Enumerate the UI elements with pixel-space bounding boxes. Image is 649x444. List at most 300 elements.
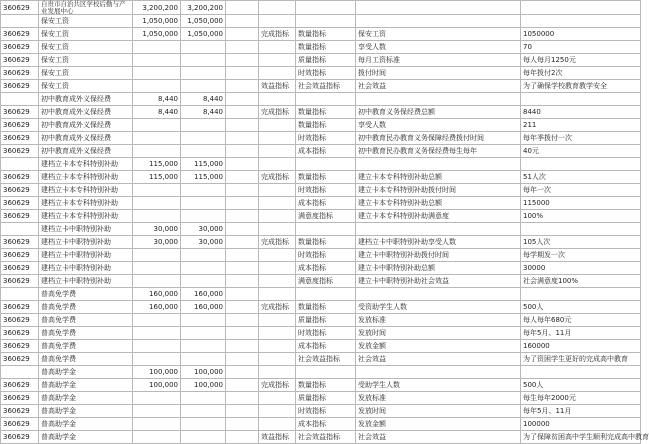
table-cell[interactable] xyxy=(226,41,259,54)
table-cell[interactable] xyxy=(133,275,181,288)
table-cell[interactable]: 享受人数 xyxy=(356,41,521,54)
table-cell[interactable]: 100,000 xyxy=(181,366,226,379)
table-cell[interactable] xyxy=(181,392,226,405)
table-cell[interactable]: 40元 xyxy=(521,145,641,158)
table-cell[interactable] xyxy=(181,340,226,353)
table-cell[interactable]: 保安工资 xyxy=(39,67,133,80)
table-cell[interactable] xyxy=(226,197,259,210)
table-cell[interactable] xyxy=(356,93,521,106)
table-cell[interactable]: 建档立卡中职特别补助 xyxy=(39,236,133,249)
table-cell[interactable]: 完成指标 xyxy=(259,236,296,249)
table-cell[interactable] xyxy=(226,119,259,132)
table-cell[interactable] xyxy=(296,288,356,301)
table-cell[interactable]: 发放金额 xyxy=(356,418,521,431)
table-cell[interactable]: 100,000 xyxy=(133,379,181,392)
table-cell[interactable] xyxy=(226,353,259,366)
table-cell[interactable]: 发放标准 xyxy=(356,392,521,405)
table-cell[interactable]: 普高免学费 xyxy=(39,301,133,314)
table-cell[interactable]: 社会满意度100% xyxy=(521,275,641,288)
table-cell[interactable] xyxy=(133,119,181,132)
table-cell[interactable] xyxy=(133,262,181,275)
table-cell[interactable]: 3,200,200 xyxy=(181,1,226,15)
table-cell[interactable] xyxy=(259,223,296,236)
table-cell[interactable] xyxy=(226,405,259,418)
table-cell[interactable]: 360629 xyxy=(1,418,39,431)
table-cell[interactable]: 8,440 xyxy=(133,93,181,106)
table-cell[interactable]: 1,050,000 xyxy=(181,28,226,41)
table-cell[interactable]: 360629 xyxy=(1,80,39,93)
table-cell[interactable]: 每年5月、11月 xyxy=(521,327,641,340)
table-cell[interactable] xyxy=(521,93,641,106)
table-cell[interactable]: 30,000 xyxy=(181,223,226,236)
table-cell[interactable]: 发放金额 xyxy=(356,340,521,353)
table-cell[interactable] xyxy=(133,145,181,158)
table-cell[interactable]: 完成指标 xyxy=(259,106,296,119)
table-cell[interactable]: 保安工资 xyxy=(39,15,133,28)
table-cell[interactable] xyxy=(296,1,356,15)
table-cell[interactable]: 成本指标 xyxy=(296,418,356,431)
table-cell[interactable]: 为了保障贫困高中学生顺利完成高中教育 xyxy=(521,431,641,444)
table-cell[interactable]: 115,000 xyxy=(181,171,226,184)
table-cell[interactable]: 普高助学金 xyxy=(39,392,133,405)
table-cell[interactable] xyxy=(259,184,296,197)
table-cell[interactable]: 360629 xyxy=(1,262,39,275)
table-cell[interactable]: 每人每月1250元 xyxy=(521,54,641,67)
table-cell[interactable]: 为了资困学生更好的完成高中教育 xyxy=(521,353,641,366)
table-cell[interactable] xyxy=(521,288,641,301)
table-cell[interactable]: 初中教育民办教育义务保经费每生每年 xyxy=(356,145,521,158)
table-cell[interactable]: 时效指标 xyxy=(296,67,356,80)
table-cell[interactable]: 数量指标 xyxy=(296,379,356,392)
table-cell[interactable] xyxy=(226,132,259,145)
table-cell[interactable]: 160,000 xyxy=(133,288,181,301)
table-cell[interactable]: 初中教育成外义保经费 xyxy=(39,93,133,106)
table-cell[interactable]: 360629 xyxy=(1,379,39,392)
table-cell[interactable]: 30,000 xyxy=(181,236,226,249)
table-cell[interactable] xyxy=(226,145,259,158)
table-cell[interactable]: 建立卡中职特别补助总额 xyxy=(356,262,521,275)
table-cell[interactable]: 115,000 xyxy=(181,158,226,171)
table-cell[interactable]: 360629 xyxy=(1,431,39,444)
table-cell[interactable] xyxy=(226,314,259,327)
table-cell[interactable]: 360629 xyxy=(1,119,39,132)
table-cell[interactable] xyxy=(226,301,259,314)
table-cell[interactable]: 每月工资标准 xyxy=(356,54,521,67)
table-cell[interactable]: 100000 xyxy=(521,418,641,431)
table-cell[interactable] xyxy=(521,1,641,15)
table-cell[interactable]: 160,000 xyxy=(133,301,181,314)
table-cell[interactable] xyxy=(356,223,521,236)
table-cell[interactable]: 211 xyxy=(521,119,641,132)
table-cell[interactable] xyxy=(1,366,39,379)
table-cell[interactable]: 社会效益指标 xyxy=(296,353,356,366)
table-cell[interactable]: 8,440 xyxy=(133,106,181,119)
table-cell[interactable]: 普高免学费 xyxy=(39,340,133,353)
table-cell[interactable] xyxy=(259,314,296,327)
table-cell[interactable]: 建档立卡本专科特别补助 xyxy=(39,210,133,223)
table-cell[interactable]: 500人 xyxy=(521,379,641,392)
table-cell[interactable] xyxy=(259,340,296,353)
table-cell[interactable] xyxy=(259,15,296,28)
table-cell[interactable] xyxy=(181,54,226,67)
table-cell[interactable]: 建立卡本专科特别补助满意度 xyxy=(356,210,521,223)
table-cell[interactable]: 115,000 xyxy=(133,158,181,171)
table-cell[interactable] xyxy=(259,158,296,171)
table-cell[interactable]: 受资助学生人数 xyxy=(356,301,521,314)
table-cell[interactable] xyxy=(181,249,226,262)
table-cell[interactable] xyxy=(133,132,181,145)
table-cell[interactable]: 115000 xyxy=(521,197,641,210)
table-cell[interactable] xyxy=(259,67,296,80)
table-cell[interactable]: 360629 xyxy=(1,1,39,15)
table-cell[interactable]: 拨付时间 xyxy=(356,67,521,80)
table-cell[interactable] xyxy=(259,288,296,301)
table-cell[interactable] xyxy=(296,93,356,106)
table-cell[interactable]: 360629 xyxy=(1,67,39,80)
table-cell[interactable] xyxy=(226,93,259,106)
table-cell[interactable] xyxy=(521,366,641,379)
table-cell[interactable]: 数量指标 xyxy=(296,119,356,132)
table-cell[interactable] xyxy=(226,106,259,119)
table-cell[interactable] xyxy=(226,431,259,444)
table-cell[interactable]: 普高助学金 xyxy=(39,405,133,418)
table-cell[interactable] xyxy=(259,327,296,340)
table-cell[interactable] xyxy=(259,93,296,106)
table-cell[interactable]: 8,440 xyxy=(181,93,226,106)
table-cell[interactable] xyxy=(226,340,259,353)
table-cell[interactable]: 社会效益 xyxy=(356,353,521,366)
table-cell[interactable]: 建立卡中职特别补助社会效益 xyxy=(356,275,521,288)
table-cell[interactable] xyxy=(181,145,226,158)
table-cell[interactable]: 360629 xyxy=(1,106,39,119)
table-cell[interactable]: 满意度指标 xyxy=(296,210,356,223)
table-cell[interactable] xyxy=(521,223,641,236)
table-cell[interactable] xyxy=(181,275,226,288)
table-cell[interactable]: 完成指标 xyxy=(259,28,296,41)
table-cell[interactable]: 360629 xyxy=(1,210,39,223)
table-cell[interactable]: 质量指标 xyxy=(296,54,356,67)
table-cell[interactable] xyxy=(226,15,259,28)
table-cell[interactable] xyxy=(133,54,181,67)
table-cell[interactable]: 建立卡本专科特别补助总额 xyxy=(356,197,521,210)
table-cell[interactable]: 每年一次 xyxy=(521,184,641,197)
table-cell[interactable]: 每生每年2000元 xyxy=(521,392,641,405)
table-cell[interactable]: 普高免学费 xyxy=(39,288,133,301)
table-cell[interactable] xyxy=(226,366,259,379)
table-cell[interactable] xyxy=(226,28,259,41)
table-cell[interactable]: 105人次 xyxy=(521,236,641,249)
table-cell[interactable]: 时效指标 xyxy=(296,249,356,262)
table-cell[interactable]: 51人次 xyxy=(521,171,641,184)
table-cell[interactable] xyxy=(259,392,296,405)
table-cell[interactable] xyxy=(296,223,356,236)
table-cell[interactable] xyxy=(259,132,296,145)
table-cell[interactable]: 质量指标 xyxy=(296,314,356,327)
table-cell[interactable] xyxy=(133,327,181,340)
table-cell[interactable]: 每年5月、11月 xyxy=(521,405,641,418)
table-cell[interactable]: 初中教育义务保经费总额 xyxy=(356,106,521,119)
table-cell[interactable]: 保安工资 xyxy=(39,80,133,93)
table-cell[interactable]: 普高免学费 xyxy=(39,327,133,340)
table-cell[interactable]: 360629 xyxy=(1,353,39,366)
table-cell[interactable]: 160,000 xyxy=(181,301,226,314)
table-cell[interactable] xyxy=(356,1,521,15)
table-cell[interactable] xyxy=(181,405,226,418)
table-cell[interactable] xyxy=(226,418,259,431)
table-cell[interactable]: 成本指标 xyxy=(296,340,356,353)
table-cell[interactable]: 30,000 xyxy=(133,236,181,249)
table-cell[interactable] xyxy=(226,67,259,80)
table-cell[interactable] xyxy=(356,158,521,171)
table-cell[interactable]: 成本指标 xyxy=(296,197,356,210)
table-cell[interactable] xyxy=(181,327,226,340)
table-cell[interactable] xyxy=(259,405,296,418)
table-cell[interactable] xyxy=(226,210,259,223)
table-cell[interactable] xyxy=(356,288,521,301)
table-cell[interactable]: 每学期发一次 xyxy=(521,249,641,262)
table-cell[interactable]: 160000 xyxy=(521,340,641,353)
table-cell[interactable] xyxy=(259,210,296,223)
table-cell[interactable]: 完成指标 xyxy=(259,379,296,392)
table-cell[interactable]: 建立卡本专科特别补助总额 xyxy=(356,171,521,184)
table-cell[interactable] xyxy=(226,327,259,340)
table-cell[interactable] xyxy=(181,353,226,366)
table-cell[interactable]: 360629 xyxy=(1,236,39,249)
table-cell[interactable]: 360629 xyxy=(1,314,39,327)
table-cell[interactable]: 每年季拨付一次 xyxy=(521,132,641,145)
table-cell[interactable]: 时效指标 xyxy=(296,132,356,145)
table-cell[interactable]: 8440 xyxy=(521,106,641,119)
table-cell[interactable]: 360629 xyxy=(1,28,39,41)
table-cell[interactable]: 时效指标 xyxy=(296,405,356,418)
table-cell[interactable] xyxy=(259,41,296,54)
table-cell[interactable]: 社会效益 xyxy=(356,80,521,93)
table-cell[interactable]: 360629 xyxy=(1,184,39,197)
table-cell[interactable] xyxy=(133,418,181,431)
table-cell[interactable] xyxy=(356,15,521,28)
table-cell[interactable] xyxy=(133,340,181,353)
table-cell[interactable] xyxy=(226,223,259,236)
table-cell[interactable]: 360629 xyxy=(1,340,39,353)
table-cell[interactable] xyxy=(133,392,181,405)
table-cell[interactable]: 建档立卡中职特别补助 xyxy=(39,249,133,262)
table-cell[interactable]: 30,000 xyxy=(133,223,181,236)
table-cell[interactable]: 360629 xyxy=(1,301,39,314)
table-cell[interactable] xyxy=(181,314,226,327)
table-cell[interactable]: 保安工资 xyxy=(356,28,521,41)
table-cell[interactable]: 建档立卡中职特别补助 xyxy=(39,223,133,236)
table-cell[interactable]: 建档立卡本专科特别补助 xyxy=(39,184,133,197)
table-cell[interactable]: 8,440 xyxy=(181,106,226,119)
table-cell[interactable] xyxy=(181,132,226,145)
table-cell[interactable]: 360629 xyxy=(1,132,39,145)
table-cell[interactable]: 普高助学金 xyxy=(39,366,133,379)
table-cell[interactable]: 360629 xyxy=(1,54,39,67)
table-cell[interactable]: 数量指标 xyxy=(296,301,356,314)
table-cell[interactable]: 1,050,000 xyxy=(133,15,181,28)
table-cell[interactable] xyxy=(259,249,296,262)
table-cell[interactable]: 360629 xyxy=(1,171,39,184)
table-cell[interactable]: 效益指标 xyxy=(259,80,296,93)
table-cell[interactable] xyxy=(259,145,296,158)
table-cell[interactable]: 发放标准 xyxy=(356,314,521,327)
table-cell[interactable] xyxy=(133,431,181,444)
table-cell[interactable] xyxy=(296,366,356,379)
table-cell[interactable]: 普高免学费 xyxy=(39,314,133,327)
table-cell[interactable] xyxy=(133,67,181,80)
table-cell[interactable]: 数量指标 xyxy=(296,41,356,54)
table-cell[interactable] xyxy=(226,80,259,93)
table-cell[interactable] xyxy=(226,158,259,171)
table-cell[interactable] xyxy=(259,119,296,132)
table-cell[interactable]: 每人每年680元 xyxy=(521,314,641,327)
table-cell[interactable] xyxy=(226,171,259,184)
table-cell[interactable]: 初中教育成外义保经费 xyxy=(39,132,133,145)
table-cell[interactable]: 100,000 xyxy=(133,366,181,379)
table-cell[interactable] xyxy=(259,366,296,379)
table-cell[interactable] xyxy=(1,288,39,301)
table-cell[interactable]: 社会效益指标 xyxy=(296,431,356,444)
table-cell[interactable]: 社会效益指标 xyxy=(296,80,356,93)
table-cell[interactable]: 每年拨付2次 xyxy=(521,67,641,80)
table-cell[interactable]: 1,050,000 xyxy=(181,15,226,28)
table-cell[interactable]: 保安工资 xyxy=(39,54,133,67)
table-cell[interactable]: 普高助学金 xyxy=(39,431,133,444)
table-cell[interactable]: 30000 xyxy=(521,262,641,275)
table-cell[interactable] xyxy=(133,405,181,418)
table-cell[interactable] xyxy=(1,15,39,28)
table-cell[interactable] xyxy=(259,275,296,288)
table-cell[interactable]: 建档立卡中职特别补助享受人数 xyxy=(356,236,521,249)
table-cell[interactable] xyxy=(259,197,296,210)
table-cell[interactable] xyxy=(181,184,226,197)
table-cell[interactable] xyxy=(296,158,356,171)
table-cell[interactable] xyxy=(226,184,259,197)
table-cell[interactable] xyxy=(133,80,181,93)
table-cell[interactable]: 自贵市自治共区学校后勤与产业发展中心 xyxy=(39,1,133,15)
table-cell[interactable]: 建档立卡本专科特别补助 xyxy=(39,171,133,184)
table-cell[interactable] xyxy=(1,158,39,171)
table-cell[interactable] xyxy=(181,41,226,54)
table-cell[interactable]: 社会效益 xyxy=(356,431,521,444)
table-cell[interactable] xyxy=(181,418,226,431)
table-cell[interactable] xyxy=(181,119,226,132)
table-cell[interactable] xyxy=(259,54,296,67)
table-cell[interactable] xyxy=(181,80,226,93)
table-cell[interactable] xyxy=(521,15,641,28)
table-cell[interactable] xyxy=(181,262,226,275)
table-cell[interactable]: 普高助学金 xyxy=(39,379,133,392)
table-cell[interactable]: 为了确保学校教育教学安全 xyxy=(521,80,641,93)
table-cell[interactable]: 初中教育成外义保经费 xyxy=(39,106,133,119)
table-cell[interactable]: 360629 xyxy=(1,249,39,262)
table-cell[interactable] xyxy=(181,210,226,223)
table-cell[interactable]: 质量指标 xyxy=(296,392,356,405)
table-cell[interactable] xyxy=(259,418,296,431)
table-cell[interactable] xyxy=(226,236,259,249)
table-cell[interactable]: 满意度指标 xyxy=(296,275,356,288)
table-cell[interactable]: 享受人数 xyxy=(356,119,521,132)
table-cell[interactable] xyxy=(226,262,259,275)
table-cell[interactable] xyxy=(226,54,259,67)
table-cell[interactable] xyxy=(133,41,181,54)
table-cell[interactable]: 500人 xyxy=(521,301,641,314)
table-cell[interactable]: 时效指标 xyxy=(296,184,356,197)
table-cell[interactable]: 360629 xyxy=(1,392,39,405)
table-cell[interactable]: 1,050,000 xyxy=(133,28,181,41)
table-cell[interactable]: 成本指标 xyxy=(296,145,356,158)
table-cell[interactable] xyxy=(1,223,39,236)
table-cell[interactable]: 建档立卡中职特别补助 xyxy=(39,275,133,288)
table-cell[interactable] xyxy=(259,353,296,366)
table-cell[interactable] xyxy=(226,379,259,392)
table-cell[interactable]: 360629 xyxy=(1,405,39,418)
table-cell[interactable]: 数量指标 xyxy=(296,171,356,184)
table-cell[interactable]: 70 xyxy=(521,41,641,54)
table-cell[interactable]: 数量指标 xyxy=(296,28,356,41)
table-cell[interactable] xyxy=(181,67,226,80)
table-cell[interactable] xyxy=(356,366,521,379)
table-cell[interactable]: 建档立卡本专科特别补助 xyxy=(39,197,133,210)
table-cell[interactable]: 建档立卡本专科特别补助 xyxy=(39,158,133,171)
table-cell[interactable] xyxy=(133,210,181,223)
table-cell[interactable] xyxy=(1,93,39,106)
table-cell[interactable]: 数量指标 xyxy=(296,236,356,249)
table-cell[interactable]: 100% xyxy=(521,210,641,223)
table-cell[interactable]: 100,000 xyxy=(181,379,226,392)
table-cell[interactable]: 完成指标 xyxy=(259,301,296,314)
table-cell[interactable]: 1050000 xyxy=(521,28,641,41)
table-cell[interactable]: 普高助学金 xyxy=(39,418,133,431)
table-cell[interactable]: 360629 xyxy=(1,41,39,54)
table-cell[interactable]: 保安工资 xyxy=(39,28,133,41)
table-cell[interactable] xyxy=(133,353,181,366)
table-cell[interactable] xyxy=(133,184,181,197)
table-cell[interactable]: 普高免学费 xyxy=(39,353,133,366)
table-cell[interactable]: 初中教育成外义保经费 xyxy=(39,119,133,132)
table-cell[interactable]: 360629 xyxy=(1,197,39,210)
table-cell[interactable]: 建立卡本专科特别补助拨付时间 xyxy=(356,184,521,197)
table-cell[interactable] xyxy=(226,275,259,288)
table-cell[interactable]: 360629 xyxy=(1,275,39,288)
table-cell[interactable]: 发放时间 xyxy=(356,327,521,340)
table-cell[interactable] xyxy=(226,288,259,301)
table-cell[interactable] xyxy=(181,197,226,210)
table-cell[interactable]: 建档立卡中职特别补助 xyxy=(39,262,133,275)
table-cell[interactable]: 初中教育民办教育义务保障经费拨付时间 xyxy=(356,132,521,145)
table-cell[interactable]: 初中教育成外义保经费 xyxy=(39,145,133,158)
table-cell[interactable]: 受助学生人数 xyxy=(356,379,521,392)
table-cell[interactable]: 成本指标 xyxy=(296,262,356,275)
table-cell[interactable] xyxy=(133,249,181,262)
table-cell[interactable]: 360629 xyxy=(1,145,39,158)
table-cell[interactable] xyxy=(259,262,296,275)
table-cell[interactable] xyxy=(133,314,181,327)
table-cell[interactable]: 建立卡中职特别补助拨付时间 xyxy=(356,249,521,262)
table-cell[interactable] xyxy=(133,197,181,210)
table-cell[interactable]: 115,000 xyxy=(133,171,181,184)
table-cell[interactable]: 160,000 xyxy=(181,288,226,301)
table-cell[interactable]: 3,200,200 xyxy=(133,1,181,15)
table-cell[interactable] xyxy=(521,158,641,171)
table-cell[interactable]: 发放时间 xyxy=(356,405,521,418)
table-cell[interactable]: 效益指标 xyxy=(259,431,296,444)
table-cell[interactable] xyxy=(181,431,226,444)
table-cell[interactable]: 保安工资 xyxy=(39,41,133,54)
table-cell[interactable] xyxy=(296,15,356,28)
table-cell[interactable] xyxy=(226,249,259,262)
table-cell[interactable]: 360629 xyxy=(1,327,39,340)
